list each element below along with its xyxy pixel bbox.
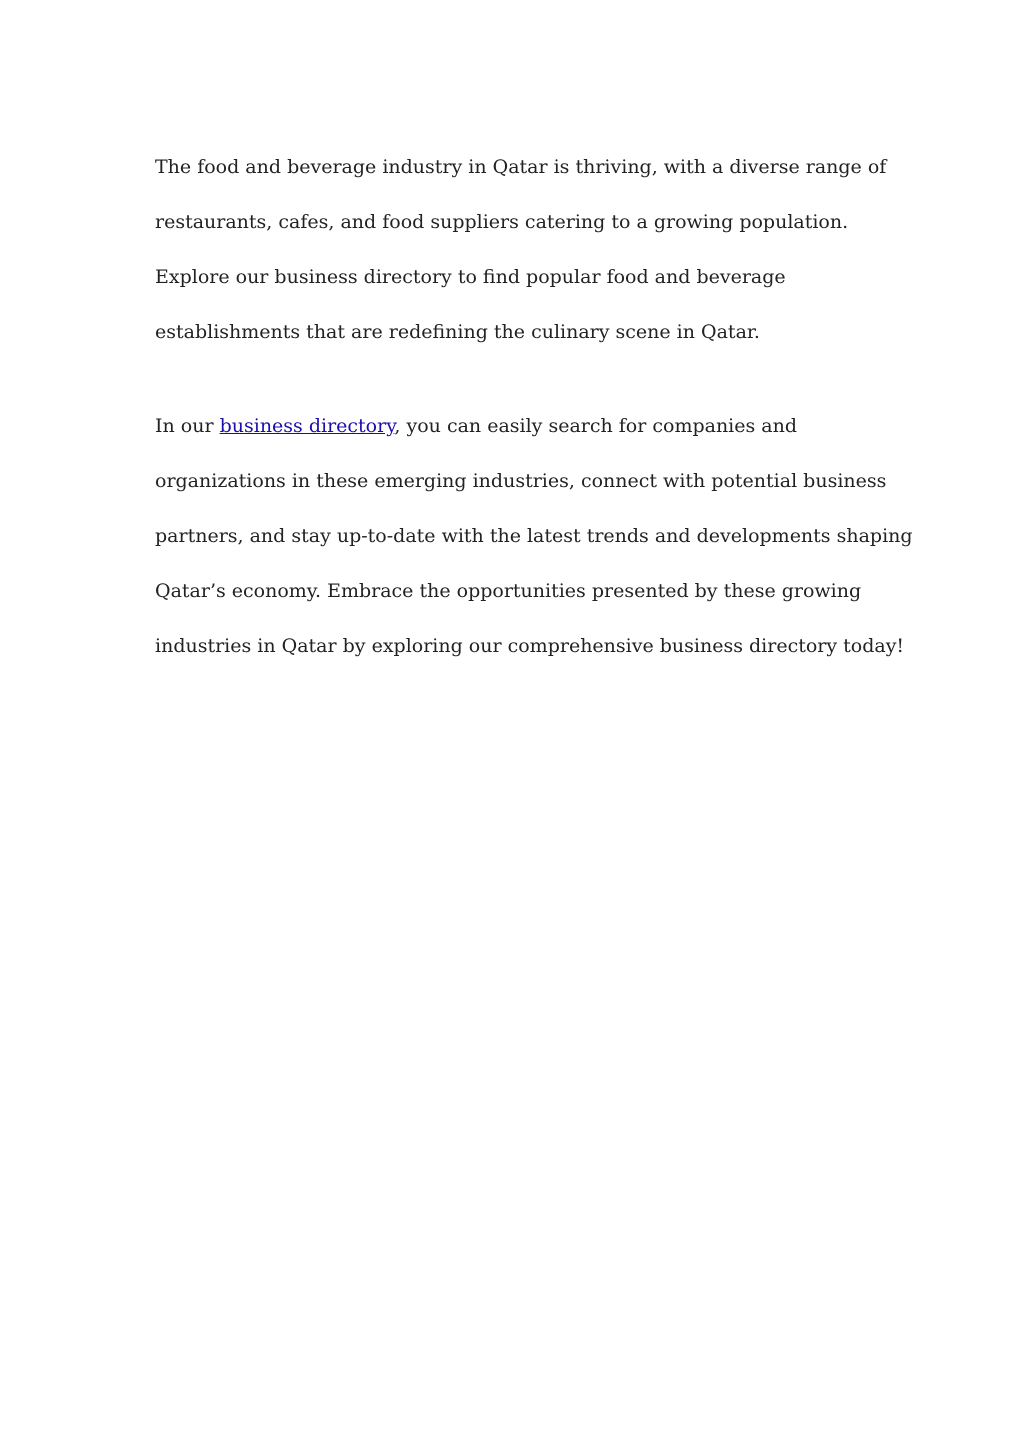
paragraph-line: establishments that are redefining the culinary scene in Qatar. (155, 321, 760, 343)
paragraph-line: industries in Qatar by exploring our comprehensive business directory today! (155, 635, 905, 657)
paragraph-line: restaurants, cafes, and food suppliers catering to a growing population. (155, 211, 849, 233)
business-directory-link[interactable]: business directory (219, 415, 395, 437)
paragraph-line: partners, and stay up-to-date with the latest trends and developments shaping (155, 525, 913, 547)
paragraph-line: Explore our business directory to find popular food and beverage (155, 266, 786, 288)
line-suffix: , you can easily search for companies and (394, 415, 798, 437)
line-prefix: In our (155, 415, 220, 437)
paragraph-line: organizations in these emerging industries, connect with potential business (155, 470, 887, 492)
paragraph-line: Qatar’s economy. Embrace the opportunities presented by these growing (155, 580, 862, 602)
paragraph-line (155, 399, 797, 454)
paragraph-line: The food and beverage industry in Qatar is thriving, with a diverse range of (155, 156, 887, 178)
